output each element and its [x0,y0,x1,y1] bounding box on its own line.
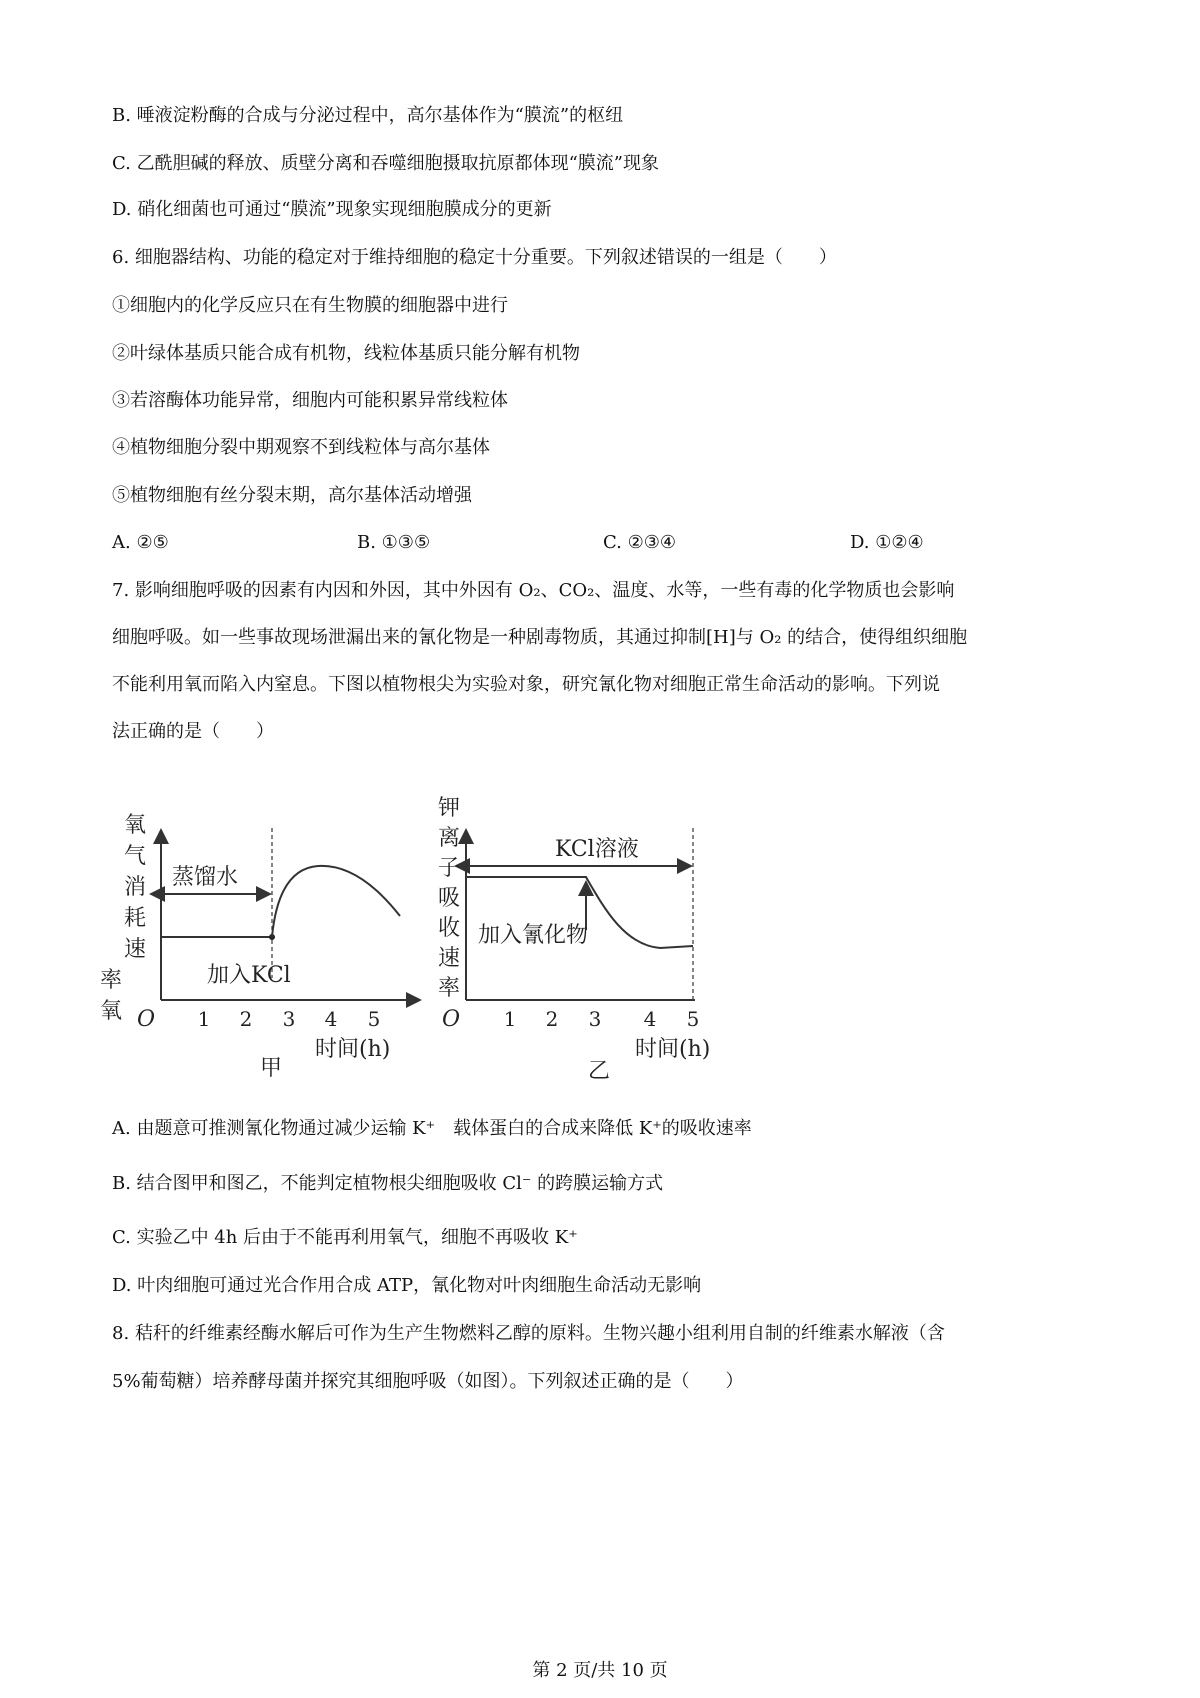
q7-stem-line: 不能利用氧而陷入内窒息。下图以植物根尖为实验对象，研究氰化物对细胞正常生命活动的影响。下列说 [112,674,940,695]
q6-stem: 6. 细胞器结构、功能的稳定对于维持细胞的稳定十分重要。下列叙述错误的一组是（ ） [112,247,837,268]
q6-option-c: C. ②③④ [603,532,676,553]
y-label-char: 耗 [124,906,147,931]
q7-stem-line: 法正确的是（ ） [112,721,274,742]
q5-option-b: B. 唾液淀粉酶的合成与分泌过程中，高尔基体作为“膜流”的枢纽 [112,105,624,126]
origin-label: O [137,1007,156,1032]
q6-item: ⑤植物细胞有丝分裂末期，高尔基体活动增强 [112,485,472,506]
q6-option-b: B. ①③⑤ [357,532,431,553]
y-label-char: 氧 [100,999,123,1024]
q6-item: ①细胞内的化学反应只在有生物膜的细胞器中进行 [112,295,508,316]
y-label-char: 率 [438,976,461,1001]
q7-option-c: C. 实验乙中 4h 后由于不能再利用氧气，细胞不再吸收 K⁺ [112,1227,578,1248]
chart-caption: 甲 [260,1056,283,1081]
y-label-char: 氧 [124,813,147,838]
y-label-char: 钾 [438,796,461,821]
tick-label: 3 [282,1007,296,1031]
q6-option-d: D. ①②④ [850,532,924,553]
q6-option-a: A. ②⑤ [112,532,169,553]
x-axis-label: 时间(h) [315,1037,391,1062]
y-label-char: 气 [124,844,147,869]
y-label-char: 率 [100,968,123,993]
distilled-water-label: 蒸馏水 [172,865,239,890]
tick-label: 5 [367,1007,381,1031]
page-footer: 第 2 页/共 10 页 [532,1660,668,1681]
q7-option-a: A. 由题意可推测氰化物通过减少运输 K⁺ 载体蛋白的合成来降低 K⁺的吸收速率 [112,1118,752,1139]
tick-label: 2 [239,1007,253,1031]
x-axis-label: 时间(h) [635,1037,711,1062]
q7-stem-line: 7. 影响细胞呼吸的因素有内因和外因，其中外因有 O₂、CO₂、温度、水等，一些有毒的化学物质也会影响 [112,580,955,601]
tick-label: 3 [588,1007,602,1031]
tick-label: 4 [324,1007,338,1031]
q7-stem-line: 细胞呼吸。如一些事故现场泄漏出来的氰化物是一种剧毒物质，其通过抑制[H]与 O₂ 的结合，使得组织细胞 [112,627,968,648]
q6-item: ④植物细胞分裂中期观察不到线粒体与高尔基体 [112,437,490,458]
origin-label: O [442,1007,461,1032]
y-label-char: 消 [124,875,147,900]
q5-option-d: D. 硝化细菌也可通过“膜流”现象实现细胞膜成分的更新 [112,199,552,220]
kcl-solution-label: KCl溶液 [555,837,639,862]
q6-item: ②叶绿体基质只能合成有机物，线粒体基质只能分解有机物 [112,343,580,364]
q6-item: ③若溶酶体功能异常，细胞内可能积累异常线粒体 [112,390,508,411]
q8-stem-line: 8. 秸秆的纤维素经酶水解后可作为生产生物燃料乙醇的原料。生物兴趣小组利用自制的纤维素水解液（含 [112,1323,945,1344]
tick-label: 1 [197,1007,211,1031]
y-label-char: 速 [438,946,461,971]
y-label-char: 收 [438,916,461,941]
tick-label: 2 [545,1007,559,1031]
q5-option-c: C. 乙酰胆碱的释放、质壁分离和吞噬细胞摄取抗原都体现“膜流”现象 [112,153,659,174]
q7-option-b: B. 结合图甲和图乙，不能判定植物根尖细胞吸收 Cl⁻ 的跨膜运输方式 [112,1173,664,1194]
add-cyanide-label: 加入氰化物 [478,923,589,948]
tick-label: 4 [643,1007,657,1031]
q7-option-d: D. 叶肉细胞可通过光合作用合成 ATP，氰化物对叶肉细胞生命活动无影响 [112,1275,702,1296]
tick-label: 5 [686,1007,700,1031]
tick-label: 1 [503,1007,517,1031]
chart-caption: 乙 [588,1059,611,1084]
q8-stem-line: 5%葡萄糖）培养酵母菌并探究其细胞呼吸（如图）。下列叙述正确的是（ ） [112,1371,744,1392]
add-kcl-label: 加入KCl [207,963,291,988]
y-label-char: 离 [438,826,461,851]
y-label-char: 速 [124,937,147,962]
y-label-char: 子 [438,856,461,881]
y-label-char: 吸 [438,886,461,911]
